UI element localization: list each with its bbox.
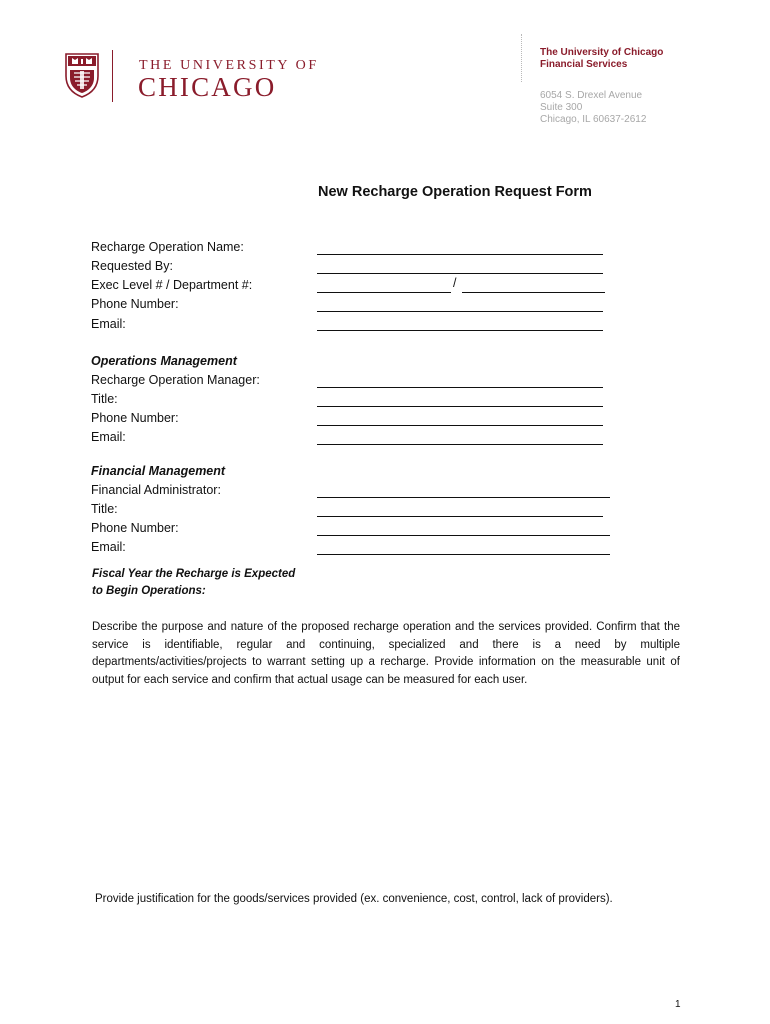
financial-phone-label: Phone Number: <box>91 521 179 535</box>
financial-email-field[interactable] <box>317 554 610 555</box>
university-crest-icon <box>64 52 100 98</box>
university-name-line2: CHICAGO <box>138 72 277 102</box>
financial-admin-label: Financial Administrator: <box>91 483 221 497</box>
operations-email-label: Email: <box>91 430 126 444</box>
operation-manager-field[interactable] <box>317 387 603 388</box>
recharge-name-label: Recharge Operation Name: <box>91 240 244 254</box>
header-dotted-separator <box>521 34 522 82</box>
financial-management-heading: Financial Management <box>91 464 226 478</box>
university-name-line1: THE UNIVERSITY OF <box>139 58 319 73</box>
form-title: New Recharge Operation Request Form <box>318 184 592 200</box>
exec-department-separator: / <box>453 276 457 290</box>
logo-divider <box>112 50 113 102</box>
department-name-line1: The University of Chicago <box>540 47 664 58</box>
page-number: 1 <box>675 999 681 1010</box>
address-line2: Suite 300 <box>540 102 583 113</box>
financial-phone-field[interactable] <box>317 535 610 536</box>
operations-email-field[interactable] <box>317 444 603 445</box>
operations-phone-label: Phone Number: <box>91 411 179 425</box>
justification-instructions: Provide justification for the goods/services provided (ex. convenience, cost, control, lack of providers). <box>95 893 613 905</box>
address-line3: Chicago, IL 60637-2612 <box>540 114 647 125</box>
financial-title-field[interactable] <box>317 516 603 517</box>
department-name-line2: Financial Services <box>540 59 628 70</box>
requested-by-field[interactable] <box>317 273 603 274</box>
requester-email-field[interactable] <box>317 330 603 331</box>
exec-level-field[interactable] <box>317 292 451 293</box>
operations-title-field[interactable] <box>317 406 603 407</box>
operations-phone-field[interactable] <box>317 425 603 426</box>
description-response-area[interactable] <box>92 712 680 882</box>
justification-response-area[interactable] <box>92 912 680 992</box>
requester-phone-label: Phone Number: <box>91 297 179 311</box>
recharge-name-field[interactable] <box>317 254 603 255</box>
operations-management-heading: Operations Management <box>91 354 237 368</box>
fiscal-year-label-line1: Fiscal Year the Recharge is Expected <box>92 568 296 580</box>
operation-manager-label: Recharge Operation Manager: <box>91 373 260 387</box>
operations-title-label: Title: <box>91 392 118 406</box>
fiscal-year-label-line2: to Begin Operations: <box>92 585 206 597</box>
requester-phone-field[interactable] <box>317 311 603 312</box>
requester-email-label: Email: <box>91 317 126 331</box>
department-number-field[interactable] <box>462 292 605 293</box>
financial-admin-field[interactable] <box>317 497 610 498</box>
exec-level-label: Exec Level # / Department #: <box>91 278 253 292</box>
address-line1: 6054 S. Drexel Avenue <box>540 90 643 101</box>
financial-title-label: Title: <box>91 502 118 516</box>
requested-by-label: Requested By: <box>91 259 173 273</box>
financial-email-label: Email: <box>91 540 126 554</box>
description-instructions: Describe the purpose and nature of the proposed recharge operation and the services provided. Confirm that the service is identifiable, regular and continuing, specialized and there is a need by multiple departments/activities/projects to warrant setting up a recharge. Provide information on the measurable unit of output for each service and confirm that actual usage can be measured for each user. <box>92 621 680 686</box>
